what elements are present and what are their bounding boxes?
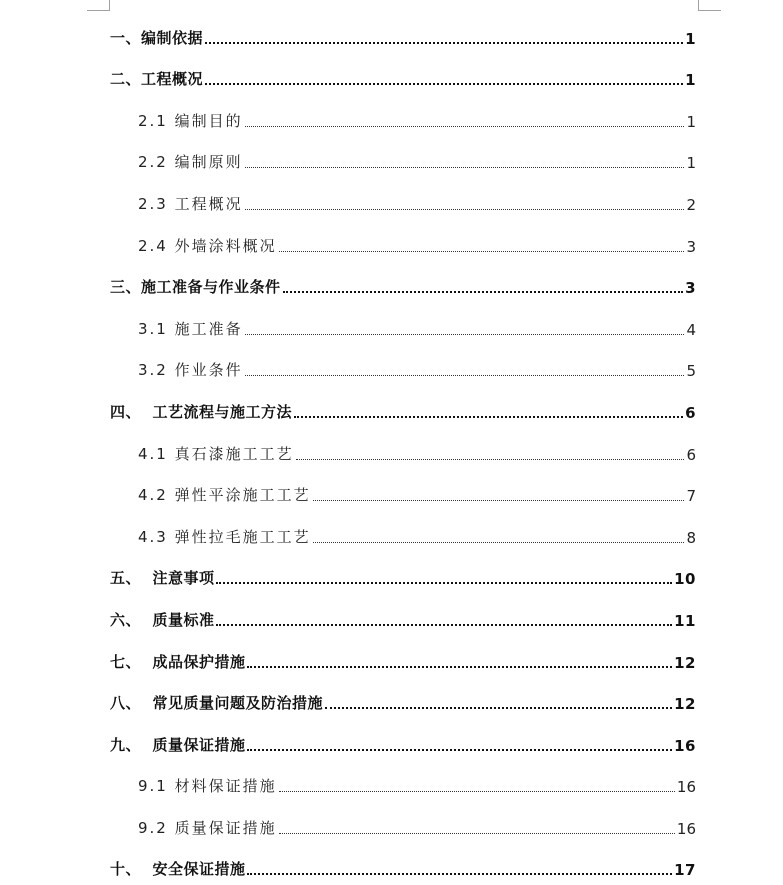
toc-entry-title[interactable]: 2.3 工程概况 xyxy=(138,194,243,213)
toc-entry[interactable] xyxy=(110,761,696,803)
toc-entry[interactable] xyxy=(110,220,696,262)
toc-entry-title[interactable]: 六、 质量标准 xyxy=(110,610,215,629)
toc-dot-leader xyxy=(205,42,683,44)
toc-entry-page-number[interactable]: 6 xyxy=(685,403,696,422)
toc-entry-page-number[interactable]: 11 xyxy=(674,611,696,630)
toc-entry[interactable] xyxy=(110,428,696,470)
toc-entry-title[interactable]: 八、 常见质量问题及防治措施 xyxy=(110,694,323,713)
toc-entry-page-number[interactable]: 12 xyxy=(674,695,696,714)
page-corner-mark-left xyxy=(87,0,110,11)
toc-dot-leader xyxy=(245,375,684,376)
toc-dot-leader xyxy=(247,749,672,751)
toc-entry[interactable] xyxy=(110,95,696,137)
toc-entry-page-number[interactable]: 6 xyxy=(686,445,696,464)
toc-entry-title[interactable]: 二、工程概况 xyxy=(110,70,204,89)
toc-dot-leader xyxy=(205,83,683,85)
toc-entry-page-number[interactable]: 1 xyxy=(686,112,696,131)
toc-entry[interactable] xyxy=(110,844,696,885)
toc-entry-page-number[interactable]: 1 xyxy=(685,71,696,90)
table-of-contents xyxy=(110,12,696,885)
toc-entry-title[interactable]: 三、施工准备与作业条件 xyxy=(110,278,281,297)
toc-dot-leader xyxy=(247,873,672,875)
toc-entry-page-number[interactable]: 1 xyxy=(685,29,696,48)
toc-entry-page-number[interactable]: 1 xyxy=(686,154,696,173)
toc-entry-page-number[interactable]: 12 xyxy=(674,653,696,672)
toc-entry-title[interactable]: 4.1 真石漆施工工艺 xyxy=(138,444,294,463)
toc-entry-title[interactable]: 4.2 弹性平涂施工工艺 xyxy=(138,486,311,505)
toc-entry-title[interactable]: 4.3 弹性拉毛施工工艺 xyxy=(138,527,311,546)
toc-entry-page-number[interactable]: 5 xyxy=(686,362,696,381)
toc-dot-leader xyxy=(325,707,672,709)
toc-entry-title[interactable]: 2.1 编制目的 xyxy=(138,111,243,130)
toc-entry[interactable] xyxy=(110,386,696,428)
toc-entry[interactable] xyxy=(110,636,696,678)
toc-dot-leader xyxy=(294,416,683,418)
toc-dot-leader xyxy=(279,791,675,792)
toc-entry-title[interactable]: 五、 注意事项 xyxy=(110,569,215,588)
toc-entry-page-number[interactable]: 16 xyxy=(674,736,696,755)
toc-dot-leader xyxy=(216,582,672,584)
toc-dot-leader xyxy=(313,500,684,501)
toc-entry-page-number[interactable]: 10 xyxy=(674,570,696,589)
toc-entry-page-number[interactable]: 16 xyxy=(676,819,696,838)
toc-entry[interactable] xyxy=(110,719,696,761)
toc-entry-title[interactable]: 十、 安全保证措施 xyxy=(110,860,246,879)
toc-entry[interactable] xyxy=(110,54,696,96)
toc-entry-page-number[interactable]: 3 xyxy=(686,237,696,256)
toc-dot-leader xyxy=(279,251,684,252)
toc-entry[interactable] xyxy=(110,802,696,844)
toc-entry-title[interactable]: 9.2 质量保证措施 xyxy=(138,818,277,837)
toc-dot-leader xyxy=(245,126,684,127)
toc-entry-page-number[interactable]: 4 xyxy=(686,320,696,339)
page-corner-mark-right xyxy=(698,0,721,11)
toc-entry-page-number[interactable]: 2 xyxy=(686,195,696,214)
toc-entry-title[interactable]: 3.2 作业条件 xyxy=(138,361,243,380)
toc-entry-page-number[interactable]: 3 xyxy=(685,279,696,298)
toc-entry[interactable] xyxy=(110,553,696,595)
toc-entry[interactable] xyxy=(110,345,696,387)
toc-entry-page-number[interactable]: 7 xyxy=(686,487,696,506)
toc-entry-page-number[interactable]: 8 xyxy=(686,528,696,547)
toc-dot-leader xyxy=(296,459,684,460)
toc-entry-title[interactable]: 一、编制依据 xyxy=(110,28,204,47)
toc-entry[interactable] xyxy=(110,137,696,179)
toc-entry-title[interactable]: 2.2 编制原则 xyxy=(138,153,243,172)
toc-dot-leader xyxy=(283,291,684,293)
toc-dot-leader xyxy=(313,542,684,543)
toc-entry-title[interactable]: 四、 工艺流程与施工方法 xyxy=(110,402,292,421)
toc-entry[interactable] xyxy=(110,678,696,720)
toc-entry-title[interactable]: 9.1 材料保证措施 xyxy=(138,777,277,796)
toc-entry[interactable] xyxy=(110,470,696,512)
toc-entry-page-number[interactable]: 17 xyxy=(674,861,696,880)
toc-dot-leader xyxy=(279,833,675,834)
toc-entry[interactable] xyxy=(110,262,696,304)
toc-entry-title[interactable]: 3.1 施工准备 xyxy=(138,319,243,338)
toc-dot-leader xyxy=(216,624,672,626)
toc-dot-leader xyxy=(247,666,672,668)
toc-entry-title[interactable]: 2.4 外墙涂料概况 xyxy=(138,236,277,255)
toc-entry-page-number[interactable]: 16 xyxy=(676,778,696,797)
toc-entry[interactable] xyxy=(110,178,696,220)
toc-entry[interactable] xyxy=(110,594,696,636)
toc-entry[interactable] xyxy=(110,303,696,345)
toc-entry[interactable] xyxy=(110,12,696,54)
toc-entry-title[interactable]: 七、 成品保护措施 xyxy=(110,652,246,671)
toc-entry-title[interactable]: 九、 质量保证措施 xyxy=(110,735,246,754)
toc-dot-leader xyxy=(245,209,684,210)
toc-entry[interactable] xyxy=(110,511,696,553)
toc-dot-leader xyxy=(245,167,684,168)
toc-dot-leader xyxy=(245,334,684,335)
